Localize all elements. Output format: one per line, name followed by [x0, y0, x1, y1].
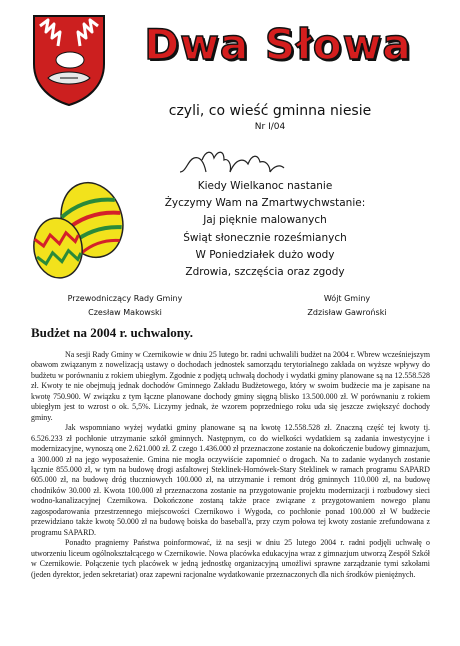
article-paragraph: Jak wspomniano wyżej wydatki gminy planowane są na kwotę 12.558.528 zł. Znaczną część tej kwoty tj. 6.526.233 zł pochłonie utrzymanie szkół gminnych. Następnym, co do wielkości wydatkiem są zadania inwestycyjne i modernizacyjne, wynoszą one 2.621.000 zł. Z czego 1.436.000 zł przeznaczone zostanie na dokończenie budowy gimnazjum, a 300.000 zł na jego wyposażenie. Gmina nie mogła oczywiście zapomnieć o drogach. Na to zadanie wydanych zostanie łącznie 855.000 zł, w tym na budowę drogi asfaltowej Steklinek-Hornówek-Stary Steklinek w ramach programu SAPARD 605.000 zł, na budowę dróg tłuczniowych 100.000 zł, na utrzymanie i remont dróg gminnych 110.000 zł, na budowę chodników 30.000 zł. Kwota 100.000 zł przeznaczona zostanie na przygotowanie projektu modernizacji i rozbudowy sieci wodno-kanalizacyjnej Czernikowa. Dokończone zostaną także prace związane z przygotowaniem nowego planu zagospodarowania przestrzennego miejscowości Czernikowo i Wygoda, co pochłonie ponad 100.000 zł W budżecie przewidziano także kwotę 50.000 zł na budowę boiska do baseball'a, przy czym połowa tej kwoty zostanie zrefundowana z programu SAPARD.: [31, 423, 430, 537]
masthead-subtitle: czyli, co wieść gminna niesie: [168, 103, 372, 119]
article-paragraph: Ponadto pragniemy Państwa poinformować, iż na sesji w dniu 25 lutego 2004 r. radni podjęli uchwałę o utworzeniu liceum ogólnokształcącego w Czernikowie. Nowa placówka edukacyjna wraz z gimnazjum utworzą Zespół Szkół w Czernikowie. Połączenie tych placówek w jedną jednostkę organizacyjną umożliwi sprawne zarządzanie tymi szkołami (jeden dyrektor, jeden sekretariat) oraz zapewni racjonalne wydatkowanie przeznaczonych dla nich środków pieniężnych.: [31, 538, 430, 579]
signature-role: Przewodniczący Rady Gminy: [67, 294, 183, 303]
greeting-line: Życzymy Wam na Zmartwychwstanie:: [164, 197, 366, 210]
signature-name: Czesław Makowski: [88, 308, 162, 317]
masthead-title: Dwa Słowa: [144, 19, 412, 69]
easter-eggs-illustration: [20, 178, 145, 283]
greeting-line: Zdrowia, szczęścia oraz zgody: [185, 266, 345, 279]
issue-number: Nr I/04: [254, 122, 286, 132]
greeting-line: Jaj pięknie malowanych: [203, 214, 327, 227]
greeting-line: Kiedy Wielkanoc nastanie: [197, 180, 333, 192]
article-title: Budżet na 2004 r. uchwalony.: [31, 325, 194, 340]
greeting-line: W Poniedziałek dużo wody: [195, 248, 335, 261]
signature-role: Wójt Gminy: [323, 294, 371, 303]
easter-greeting: [145, 178, 385, 281]
greeting-line: Świąt słonecznie roześmianych: [183, 231, 347, 244]
signature-mayor: [252, 292, 442, 320]
article-body: [31, 350, 430, 580]
article-paragraph: Na sesji Rady Gminy w Czernikowie w dniu 25 lutego br. radni uchwalili budżet na 2004 r. Wbrew wcześniejszym obawom związanym z nowelizacją ustawy o dochodach jednostek samorządu terytorialnego zakłada on wyższe wpływy do budżetu w porównaniu z rokiem ubiegłym. Zgodnie z podjętą uchwałą dochody i wydatki gminy planowane są na 12.558.528 zł. Kwoty te nie obejmują jednak dochodów Gminnego Zakładu Budżetowego, który w swoim budżecie ma je zapisane na kwotę 750.900. W związku z tym łączne planowane dochody gminy sięgną blisko 13.500.000 zł. W porównaniu z rokiem ubiegłym jest to wzrost o ok. 5,5%. Liczymy jednak, że wzorem poprzedniego roku uda się jeszcze zwiększyć dochody gminy.: [31, 350, 430, 422]
rabbits-illustration: [178, 146, 288, 176]
municipality-crest-logo: [30, 12, 108, 107]
signature-council-chair: [30, 292, 220, 320]
signature-name: Zdzisław Gawroński: [307, 308, 387, 317]
